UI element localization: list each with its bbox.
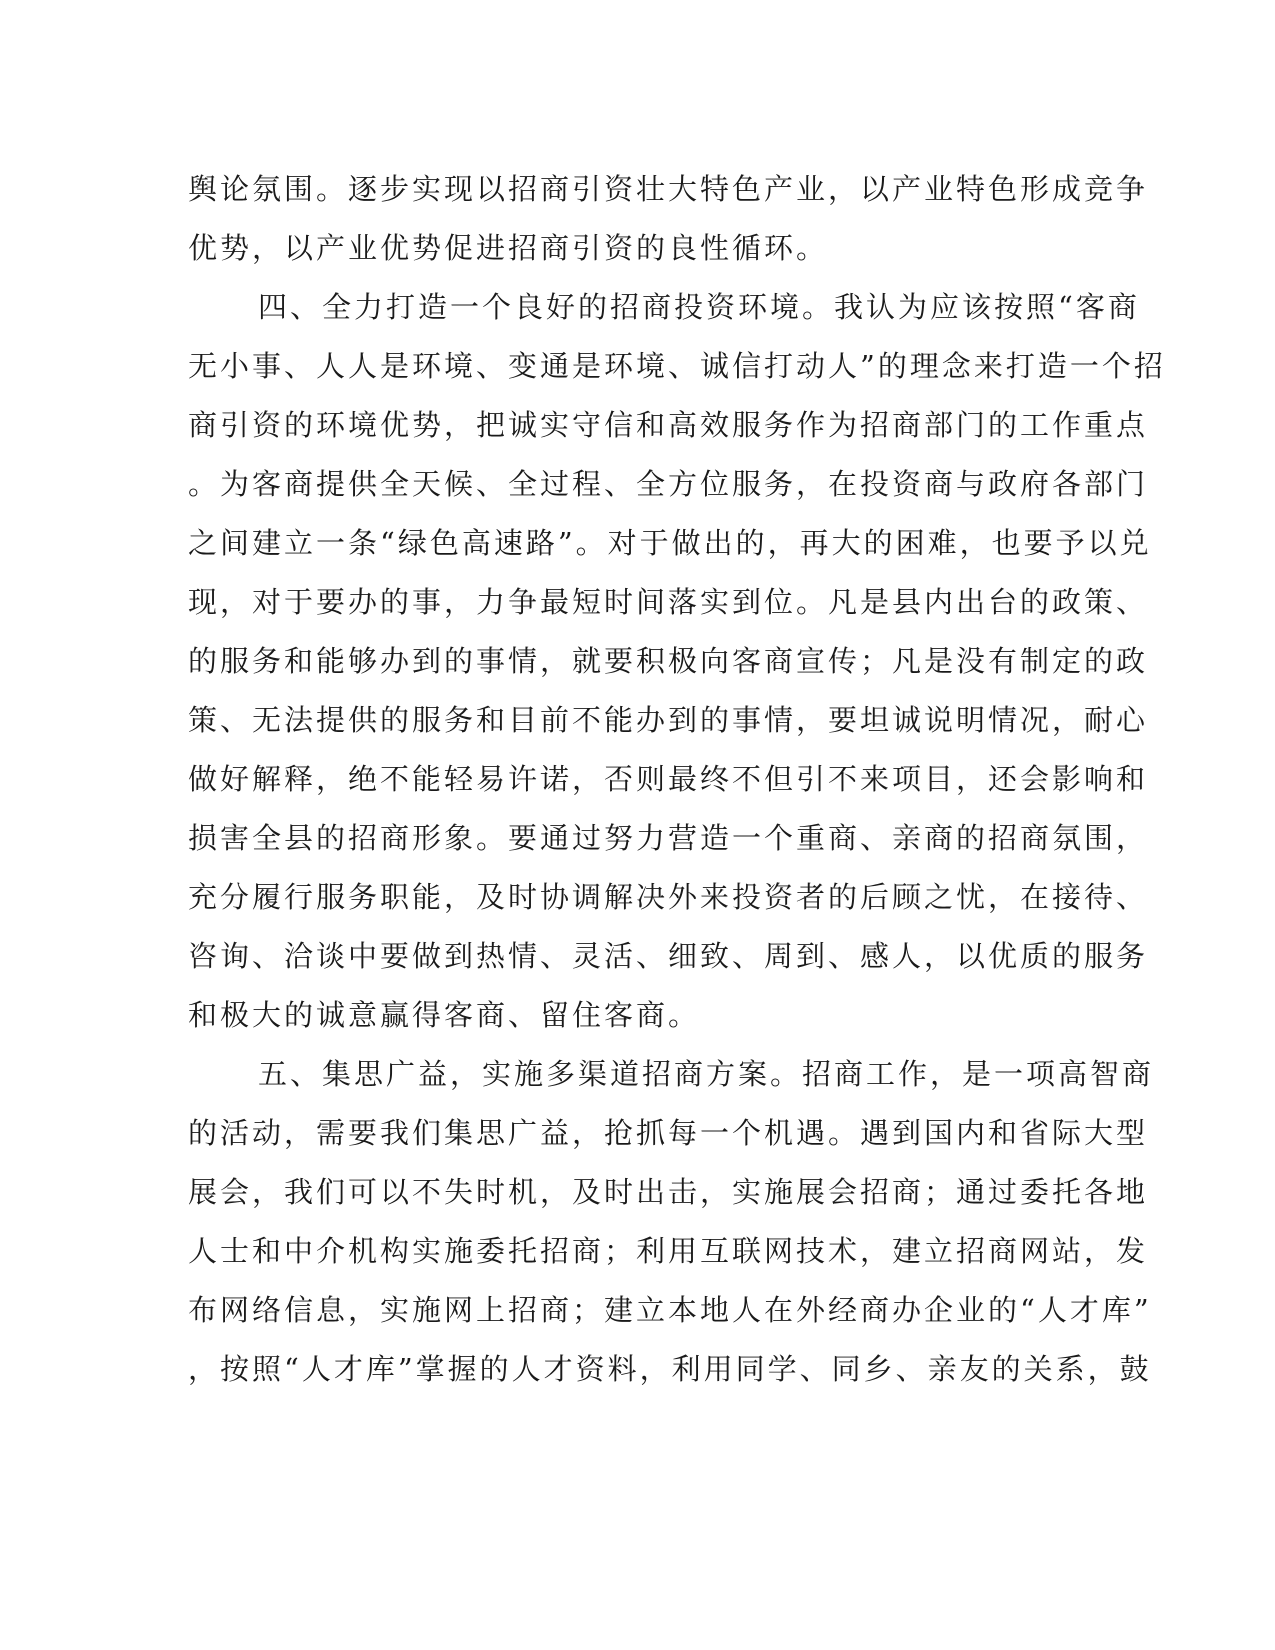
text-line: 布网络信息，实施网上招商；建立本地人在外经商办企业的“人才库” <box>188 1293 1152 1327</box>
paragraph-start-line: 四、全力打造一个良好的招商投资环境。我认为应该按照“客商 <box>258 290 1140 324</box>
text-line: 现，对于要办的事，力争最短时间落实到位。凡是县内出台的政策、 <box>188 585 1149 619</box>
text-line: 展会，我们可以不失时机，及时出击，实施展会招商；通过委托各地 <box>188 1175 1149 1209</box>
text-line: 和极大的诚意赢得客商、留住客商。 <box>188 998 701 1032</box>
body-text <box>188 160 1166 1399</box>
text-line: 的服务和能够办到的事情，就要积极向客商宣传；凡是没有制定的政 <box>188 644 1149 678</box>
text-line: 人士和中介机构实施委托招商；利用互联网技术，建立招商网站，发 <box>188 1234 1149 1268</box>
text-line: 舆论氛围。逐步实现以招商引资壮大特色产业，以产业特色形成竞争 <box>188 172 1149 206</box>
text-line: 充分履行服务职能，及时协调解决外来投资者的后顾之忧，在接待、 <box>188 880 1149 914</box>
text-line: 损害全县的招商形象。要通过努力营造一个重商、亲商的招商氛围， <box>188 821 1149 855</box>
paragraph-start-line: 五、集思广益，实施多渠道招商方案。招商工作，是一项高智商 <box>258 1057 1155 1091</box>
text-line: 咨询、洽谈中要做到热情、灵活、细致、周到、感人，以优质的服务 <box>188 939 1149 973</box>
text-line: 。为客商提供全天候、全过程、全方位服务，在投资商与政府各部门 <box>188 467 1149 501</box>
text-line: ，按照“人才库”掌握的人才资料，利用同学、同乡、亲友的关系，鼓 <box>188 1352 1152 1386</box>
text-line: 优势，以产业优势促进招商引资的良性循环。 <box>188 231 829 265</box>
text-line: 策、无法提供的服务和目前不能办到的事情，要坦诚说明情况，耐心 <box>188 703 1149 737</box>
text-line: 的活动，需要我们集思广益，抢抓每一个机遇。遇到国内和省际大型 <box>188 1116 1149 1150</box>
text-line: 商引资的环境优势，把诚实守信和高效服务作为招商部门的工作重点 <box>188 408 1149 442</box>
text-line: 之间建立一条“绿色高速路”。对于做出的，再大的困难，也要予以兑 <box>188 526 1152 560</box>
text-line: 无小事、人人是环境、变通是环境、诚信打动人”的理念来打造一个招 <box>188 349 1166 383</box>
text-line: 做好解释，绝不能轻易许诺，否则最终不但引不来项目，还会影响和 <box>188 762 1149 796</box>
